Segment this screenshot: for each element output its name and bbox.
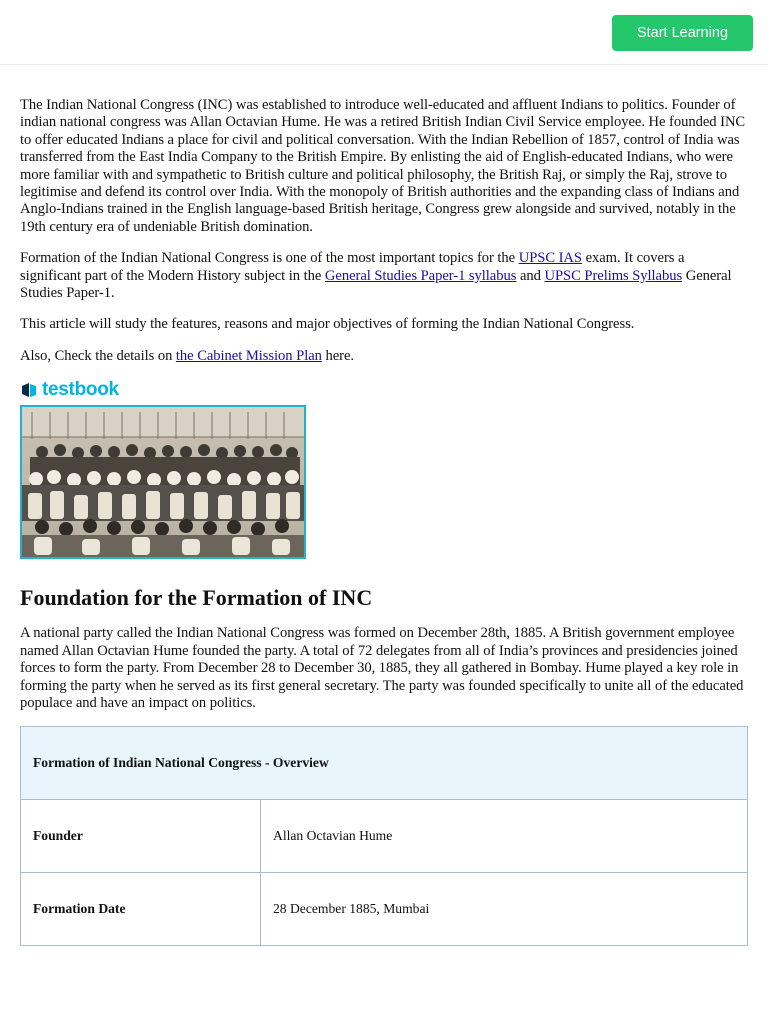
upsc-prelims-syllabus-link[interactable]: UPSC Prelims Syllabus bbox=[544, 267, 683, 284]
inc-founding-members-photo bbox=[20, 405, 306, 559]
formation-paragraph: Formation of the Indian National Congress is one of the most important topics for the UPSC IAS exam. It covers a significant part of the Modern History subject in the General Studies Paper-1 syllabus and UPSC Prelims Syllabus General Studies Paper-1. bbox=[20, 250, 732, 302]
upsc-ias-link[interactable]: UPSC IAS bbox=[518, 250, 582, 267]
table-row bbox=[21, 800, 748, 873]
cabinet-mission-plan-link[interactable]: the Cabinet Mission Plan bbox=[175, 347, 322, 364]
top-bar bbox=[0, 0, 768, 65]
table-cell-label: Formation Date bbox=[21, 873, 261, 946]
table-cell-label: Founder bbox=[21, 800, 261, 873]
testbook-logo-text: testbook bbox=[42, 379, 119, 401]
table-row bbox=[21, 873, 748, 946]
check-paragraph: Also, Check the details on the Cabinet Mission Plan here. bbox=[20, 347, 354, 364]
article-content bbox=[20, 97, 748, 946]
inc-overview-table bbox=[20, 726, 748, 946]
table-header-row bbox=[21, 727, 748, 800]
gs-paper-1-syllabus-link[interactable]: General Studies Paper-1 syllabus bbox=[324, 267, 517, 284]
testbook-logo bbox=[20, 379, 748, 401]
table-cell-value: Allan Octavian Hume bbox=[261, 800, 748, 873]
table-header: Formation of Indian National Congress - Overview bbox=[21, 727, 748, 800]
testbook-logo-icon bbox=[20, 381, 38, 399]
start-learning-button[interactable]: Start Learning bbox=[612, 15, 753, 51]
study-paragraph: This article will study the features, reasons and major objectives of forming the Indian National Congress. bbox=[20, 316, 635, 333]
table-cell-value: 28 December 1885, Mumbai bbox=[261, 873, 748, 946]
section-paragraph: A national party called the Indian National Congress was formed on December 28th, 1885. A British government employee named Allan Octavian Hume founded the party. A total of 72 delegates from all of India’s provinces and presidencies joined forces to form the party. From December 28 to December 30, 1885, they all gathered in Bombay. Hume played a key role in forming the party when he served as its first general secretary. The party was founded specifically to unite all of the educated populace and have an impact on politics. bbox=[20, 625, 744, 711]
section-heading: Foundation for the Formation of INC bbox=[20, 585, 373, 611]
intro-paragraph: The Indian National Congress (INC) was established to introduce well-educated and affluent Indians to politics. Founder of indian national congress was Allan Octavian Hume. He was a retired British Indian Civil Service employee. He founded INC to offer educated Indians a place for civil and political conversation. With the Indian Rebellion of 1857, control of India was transferred from the East India Company to the British Empire. By enlisting the aid of English-educated Indians, who were more familiar with and sympathetic to British culture and political philosophy, the British Raj, or simply the Raj, strove to legitimise and defend its control over India. With the monopoly of British authorities and the expanding class of Indians and Anglo-Indians trained in the English language-based British heritage, Congress grew alongside and survived, notably in the 19th century era of undeniable British domination. bbox=[20, 97, 746, 235]
